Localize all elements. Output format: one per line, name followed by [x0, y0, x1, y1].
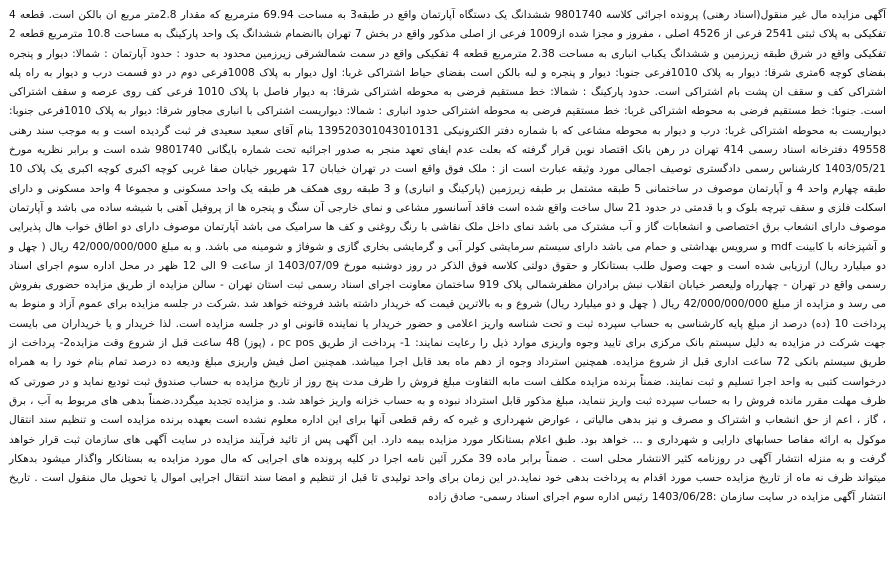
auction-notice-text: آگهی مزایده مال غیر منقول(اسناد رهنی) پرونده اجرائی کلاسه 9801740 ششدانگ یک دستگاه آپارتمان واقع در طبقه3 به مساحت 69.94 مترمربع که مقدار 2.8متر مربع ان بالکن است. قطعه 4 تفکیکی به پلاک ثبتی 2541 فرعی از 4526 اصلی ، مفروز و مجزا شده از1009 فرعی از اصلی مذکور واقع در بخش 7 تهران باانضمام ششدانگ یک واحد پارکینگ به مساحت 10.8 مترمربع قطعه 2 تفکیکی واقع در شرق طبقه زیرزمین و ششدانگ یکباب انباری به مساحت 2.38 مترمربع قطعه 4 تفکیکی واقع در سمت شمالشرقی زیرزمین محدود به حدود : حدود آپارتمان : شمالا: دیوار و پنجره بفضای کوچه 6متری شرقا: دیوار به پلاک 1010فرعی جنوبا: دیوار و پنجره و لبه بالکن است بفضای حیاط اشتراکی غربا: اول دیوار به پلاک 1008فرعی دوم در دو قسمت درب و دیوار به راه پله اشتراکی کف و سقف ان پشت بام اشتراکی است. حدود پارکینگ : شمالا: خط مستقیم فرضی به محوطه اشتراکی شرقا: به دیوار فاصل با پلاک 1010 فرعی کف روی عرصه و سقف اشتراکی است. جنوبا: خط مستقیم فرضی به محوطه اشتراکی غربا: خط مستقیم فرضی به محوطه اشتراکی حدود انباری : شمالا: دیواریست اشتراکی با انباری مجاور شرقا: دیوار به پلاک 1010فرعی جنوبا: دیواریست به محوطه اشتراکی غربا: درب و دیوار به محوطه مشاعی که با شماره دفتر الکترونیکی 139520301043010131 بنام آقای سعید سعیدی فر ثبت گردیده است و به موجب سند رهنی 49558 دفترخانه اسناد رسمی 414 تهران در رهن بانک اقتصاد نوین قرار گرفته که بعلت عدم ایفای تعهد منجر به صدور اجرائیه تحت شماره بایگانی 9801740 شده است و برابر نظریه مورخ 1403/05/21 کارشناس رسمی دادگستری توصیف اجمالی مورد وثیقه عبارت است از : ملک فوق واقع است در تهران خیابان 17 شهریور خیابان صفا غربی کوچه اکبری کوچه اکبری یک پلاک 10 طبقه چهارم واحد 4 و آپارتمان موصوف در ساختمانی 5 طبقه مشتمل بر طبقه زیرزمین (پارکینگ و انباری) و 3 طبقه روی همکف هر طبقه یک واحد مسکونی و مجموعا 4 واحد مسکونی و دارای اسکلت فلزی و سقف تیرچه بلوک و با قدمتی در حدود 21 سال ساخت واقع شده است فاقد آسانسور مشاعی و نمای خارجی آن سنگ و پنجره ها از پروفیل آهنی با شیشه ساده می باشد و آپارتمان موصوف دارای انشعاب برق اختصاصی و انشعابات گاز و آب مشترک می باشد نمای داخل ملک نقاشی با رنگ روغنی و کف ها سرامیک می باشد آپارتمان موصوف دارای دو اطاق خواب هال پذیرایی و آشپزخانه با کابینت mdf و سرویس بهداشتی و حمام می باشد دارای سیستم سرمایشی کولر آبی و گرمایشی بخاری گازی و شوفاژ و شومینه می باشد. و به مبلغ 42/000/000/000 ریال ( چهل و دو میلیارد ریال) ارزیابی شده است و جهت وصول طلب بستانکار و حقوق دولتی کلاسه فوق الذکر در روز دوشنبه مورخ 1403/07/09 از ساعت 9 الی 12 ظهر در محل اداره سوم اجرای اسناد رسمی واقع در تهران - چهارراه ولیعصر خیابان انقلاب نبش برادران مظفرشمالی پلاک 919 ساختمان معاونت اجرای اسناد رسمی ثبت استان تهران - سالن مزایده از طریق مزایده حضوری بفروش می رسد و مزایده از مبلغ 42/000/000/000 ریال ( چهل و دو میلیارد ریال) شروع و به بالاترین قیمت که خریدار داشته باشد فروخته خواهد شد .شرکت در جلسه مزایده برای عموم آزاد و منوط به پرداخت 10 (ده) درصد از مبلغ پایه کارشناسی به حساب سپرده ثبت و تحت شناسه واریز اعلامی و حضور خریدار یا نماینده قانونی او در جلسه مزایده است. لذا خریدار و یا خریداران می بایست جهت شرکت در مزایده به دلیل سیستم بانک مرکزی برای تایید وجوه واریزی موارد ذیل را رعایت نمایند: 1- پرداخت از طریق pc pos ، (پوز) 48 ساعت قبل از شروع وقت مزایده2- پرداخت از طریق سیستم بانکی 72 ساعت اداری قبل از شروع مزایده. همچنین استرداد وجوه از دهم ماه بعد قابل اجرا میباشد. همچنین اصل فیش واریزی مبلغ ودیعه ده درصد تمام بنام خود را به همراه درخواست کتبی به واحد اجرا تسلیم و ثبت نمایند. ضمناً برنده مزایده مکلف است مابه التفاوت مبلغ فروش را ظرف مدت پنج روز از تاریخ مزایده به حساب صندوق ثبت تودیع نماید و در صورتی که ظرف مهلت مقرر مانده فروش را به حساب سپرده ثبت واریز ننماید، مبلغ مذکور قابل استرداد نبوده و به حساب خزانه واریز خواهد شد. و مزایده تجدید میگردد.ضمناً بدهی های مربوط به آب ، برق ، گاز ، اعم از حق انشعاب و اشتراک و مصرف و نیز بدهی مالیاتی ، عوارض شهرداری و غیره که رقم قطعی آنها برای این اداره معلوم نشده است بعهده برنده مزایده است و تنظیم سند انتقال موکول به ارائه مفاصا حسابهای دارایی و شهرداری و ... خواهد بود. طبق اعلام بستانکار مورد مزایده بیمه دارد. این آگهی پس از تائید فرآیند مزایده در سایت آگهی های سازمان ثبت قرار خواهد گرفت و به منزله انتشار آگهی در روزنامه کثیر الانتشار محلی است . ضمناً برابر ماده 39 مکرر آئین نامه اجرا در کلیه پرونده های اجرایی که مال مورد مزایده به بستانکار واگذار میشود بدهکار میتواند ظرف نه ماه از تاریخ مزایده حسب مورد اقدام به پرداخت بدهی خود نماید.در این زمان برای واحد تولیدی تا قبل از تنظیم و امضا سند انتقال اجرایی اموال یا تحویل مال منقول است . تاریخ انتشار آگهی مزایده در سایت سازمان :1403/06/28 رئیس اداره سوم اجرای اسناد رسمی- صادق زاده — [9, 9, 887, 504]
